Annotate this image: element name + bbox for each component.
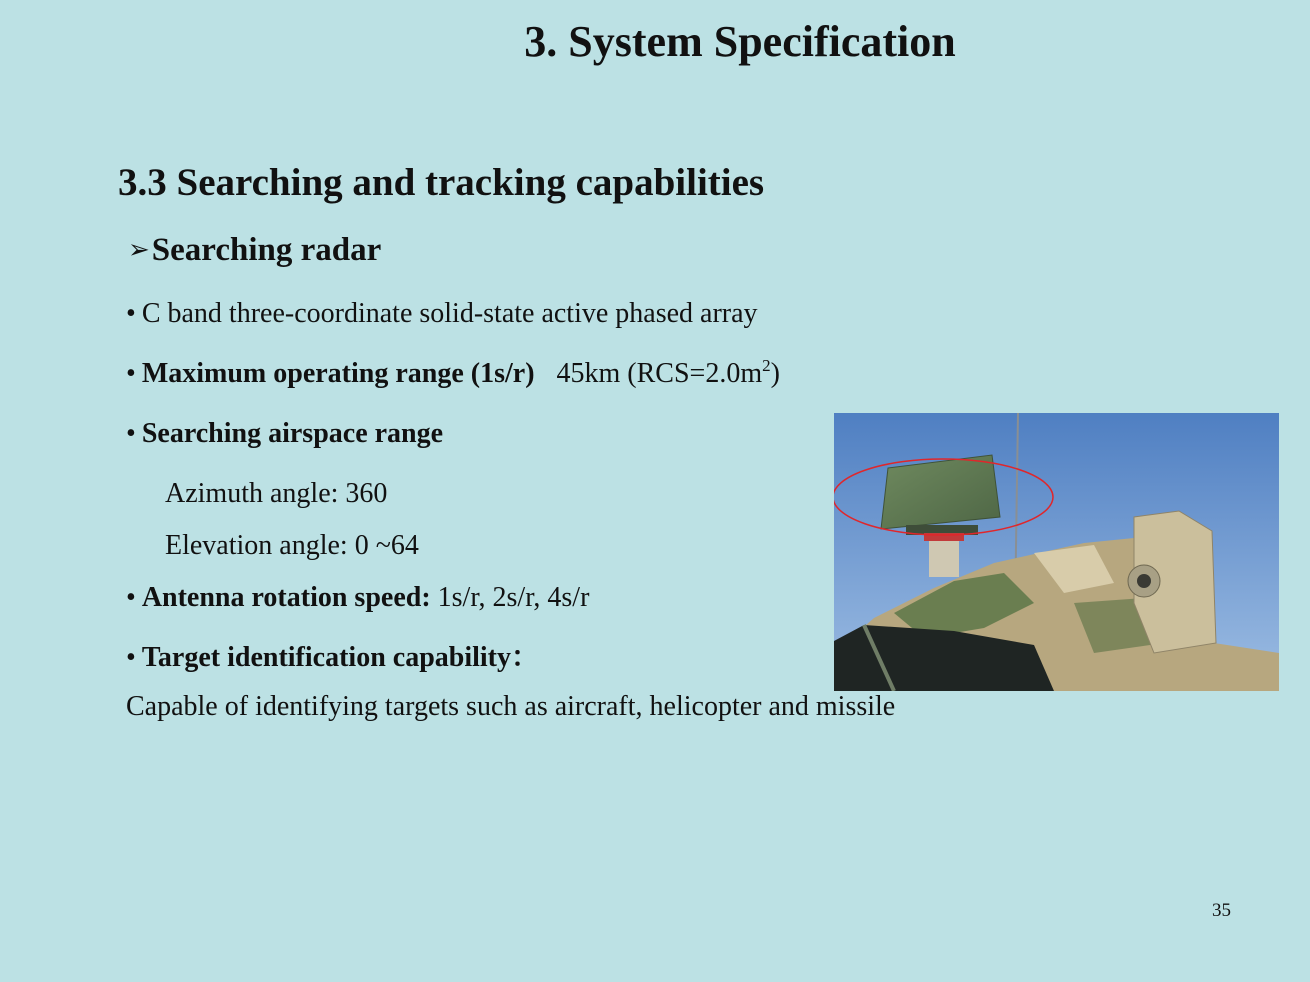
bullet-icon: • [126, 642, 136, 673]
bullet-icon: • [126, 298, 136, 329]
identification-label: Target identification capability： [141, 642, 539, 673]
rotation-label: Antenna rotation speed: [141, 582, 431, 613]
radar-vehicle-illustration [834, 413, 1279, 691]
radar-vehicle-photo [834, 413, 1279, 691]
bullet-band [126, 298, 758, 330]
max-range-superscript: 2 [762, 356, 771, 375]
airspace-label: Searching airspace range [141, 418, 444, 449]
section-heading: 3.3 Searching and tracking capabilities [118, 161, 765, 204]
arrow-bullet-icon: ➢ [128, 235, 150, 265]
slide-title: 3. System Specification [524, 17, 956, 66]
identification-text: Capable of identifying targets such as aircraft, helicopter and missile [126, 691, 896, 722]
bullet-identification [126, 635, 539, 675]
radar-mast [929, 541, 959, 577]
sub-heading-text: Searching radar [151, 232, 382, 268]
rotation-value: 1s/r, 2s/r, 4s/r [430, 582, 590, 613]
bullet-icon: • [126, 358, 136, 389]
page-number: 35 [1212, 900, 1231, 921]
max-range-label: Maximum operating range (1s/r) [141, 358, 535, 389]
sensor-lens [1137, 574, 1151, 588]
max-range-close: ) [770, 358, 780, 389]
sub-heading [128, 232, 381, 269]
bullet-rotation [126, 582, 589, 614]
bullet-max-range [126, 358, 780, 390]
max-range-value: 45km (RCS=2.0m [556, 358, 763, 389]
band-text: C band three-coordinate solid-state active phased array [141, 298, 758, 329]
bullet-icon: • [126, 418, 136, 449]
azimuth-line: Azimuth angle: 360 [165, 478, 388, 509]
bullet-icon: • [126, 582, 136, 613]
bullet-airspace [126, 418, 443, 450]
elevation-line: Elevation angle: 0 ~64 [165, 530, 419, 561]
